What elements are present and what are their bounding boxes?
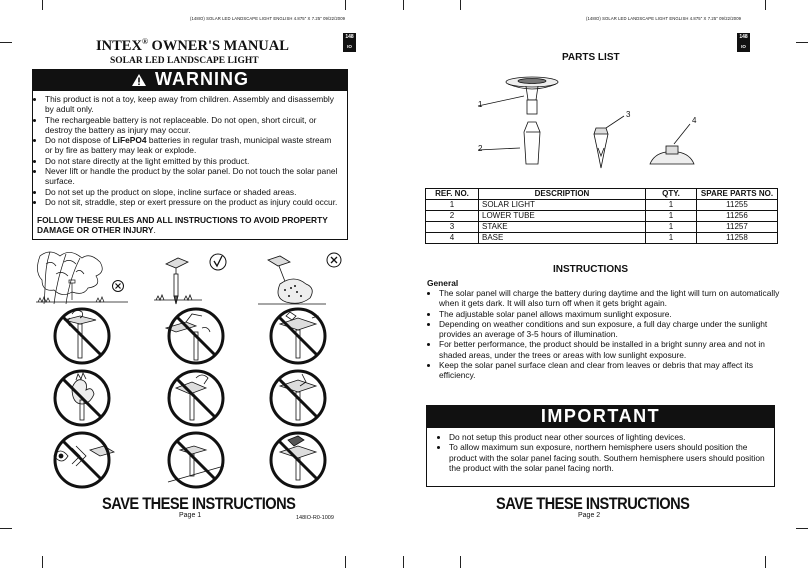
qty-cell: 1 <box>646 211 697 222</box>
callout-4: 4 <box>692 116 697 125</box>
spare-cell: 11255 <box>697 200 778 211</box>
spare-cell: 11257 <box>697 222 778 233</box>
prohibited-fire-illustration <box>42 368 134 428</box>
ref-cell: 4 <box>426 233 479 244</box>
important-box <box>426 427 775 487</box>
prohibited-stare-illustration <box>42 430 134 490</box>
ref-cell: 2 <box>426 211 479 222</box>
spare-cell: 11256 <box>697 211 778 222</box>
qty-cell: 1 <box>646 233 697 244</box>
prohibited-step-illustration <box>258 430 350 490</box>
parts-table-header-row <box>426 189 778 200</box>
prohibited-circle-icon <box>169 433 223 487</box>
table-row <box>426 222 778 233</box>
ref-cell: 1 <box>426 200 479 211</box>
right-header-info: (148IO) SOLAR LED LANDSCAPE LIGHT ENGLISH 4.875" X 7.25" 09/22/2009 <box>586 16 742 21</box>
important-title: IMPORTANT <box>540 405 661 426</box>
prohibited-child-illustration <box>42 306 134 366</box>
general-instructions-list <box>427 288 784 381</box>
badge-top: 148 <box>739 34 748 40</box>
battery-type: LiFePO4 <box>112 135 147 146</box>
ref-cell: 3 <box>426 222 479 233</box>
instructions-title: INSTRUCTIONS <box>553 264 628 275</box>
warning-item: • Do not set up the product on slope, incline surface or shaded areas. <box>45 187 341 197</box>
desc-cell: SOLAR LIGHT <box>479 200 646 211</box>
callout-1: 1 <box>478 100 483 109</box>
warning-item: • This product is not a toy, keep away from children. Assembly and disassembly by adult only. <box>45 94 341 115</box>
parts-list-title: PARTS LIST <box>562 52 620 63</box>
warning-item: • Do not sit, straddle, step or exert pressure on the product as injury could occur. <box>45 197 341 207</box>
col-ref-no: REF. NO. <box>426 189 479 200</box>
page-number-right: Page 2 <box>578 512 601 519</box>
table-row <box>426 233 778 244</box>
desc-cell: BASE <box>479 233 646 244</box>
warning-illustrations <box>36 244 348 494</box>
save-instructions-right: SAVE THESE INSTRUCTIONS <box>496 494 690 513</box>
instruction-item: • Depending on weather conditions and sun exposure, a full day charge under the sunlight provides an average of 3-5 hours of illumination. <box>439 319 784 340</box>
prohibited-circle-icon <box>55 371 109 425</box>
col-qty: QTY. <box>646 189 697 200</box>
prohibited-lift-by-panel-illustration <box>150 368 242 428</box>
warning-list <box>33 94 341 207</box>
parts-table <box>425 188 778 244</box>
prohibited-slope-illustration <box>150 430 242 490</box>
brand-name: INTEX <box>96 37 142 54</box>
x-circle-icon <box>113 281 124 292</box>
warning-box <box>32 90 348 240</box>
debris-covered-illustration <box>254 244 350 306</box>
prohibited-circle-icon <box>169 371 223 425</box>
manual-subtitle: SOLAR LED LANDSCAPE LIGHT <box>110 56 259 66</box>
left-header-info: (148IO) SOLAR LED LANDSCAPE LIGHT ENGLISH 4.875" X 7.25" 09/22/2009 <box>190 16 346 21</box>
document-code: 148IO-R0-1009 <box>296 515 334 521</box>
instruction-item: • Keep the solar panel surface clean and clear from leaves or debris that may affect its efficiency. <box>439 360 784 381</box>
desc-cell: STAKE <box>479 222 646 233</box>
callout-2: 2 <box>478 144 483 153</box>
check-circle-icon <box>210 254 226 270</box>
table-row <box>426 200 778 211</box>
warning-item: • The rechargeable battery is not replaceable. Do not open, short circuit, or destroy the battery as injury may occur. <box>45 115 341 136</box>
warning-item <box>45 135 341 156</box>
instruction-item: • The solar panel will charge the battery during daytime and the light will turn on automatically when it gets dark. It will also turn off when it gets bright again. <box>439 288 784 309</box>
follow-rules-text: FOLLOW THESE RULES AND ALL INSTRUCTIONS TO AVOID PROPERTY DAMAGE OR OTHER INJURY <box>37 215 328 236</box>
spare-cell: 11258 <box>697 233 778 244</box>
page-number-left: Page 1 <box>179 512 202 519</box>
col-description: DESCRIPTION <box>479 189 646 200</box>
qty-cell: 1 <box>646 222 697 233</box>
follow-rules-note <box>37 215 342 236</box>
important-list <box>437 432 769 473</box>
col-spare-parts-no: SPARE PARTS NO. <box>697 189 778 200</box>
prohibited-open-battery-illustration <box>150 306 242 366</box>
page-badge-right-bottom: IO <box>737 44 750 52</box>
prohibited-circle-icon <box>55 433 109 487</box>
instruction-item: • The adjustable solar panel allows maximum sunlight exposure. <box>439 309 784 319</box>
desc-cell: LOWER TUBE <box>479 211 646 222</box>
manual-title-text: OWNER'S MANUAL <box>147 37 289 54</box>
warning-item: • Never lift or handle the product by the solar panel. Do not touch the solar panel surface. <box>45 166 341 187</box>
sunny-placement-illustration <box>144 244 244 306</box>
instruction-item: • For better performance, the product should be installed in a bright sunny area and not in shaded areas, under the trees or areas with low sunlight exposure. <box>439 339 784 360</box>
prohibited-circle-icon <box>271 309 325 363</box>
table-row <box>426 211 778 222</box>
save-instructions-left: SAVE THESE INSTRUCTIONS <box>102 494 296 513</box>
callout-3: 3 <box>626 110 631 119</box>
prohibited-circle-icon <box>271 371 325 425</box>
warning-title: WARNING <box>155 69 249 89</box>
general-label: General <box>427 278 459 288</box>
important-item: • Do not setup this product near other sources of lighting devices. <box>449 432 769 442</box>
important-banner <box>426 405 775 427</box>
prohibited-touch-panel-illustration <box>258 368 350 428</box>
qty-cell: 1 <box>646 200 697 211</box>
prohibited-circle-icon <box>169 309 223 363</box>
prohibited-disassemble-illustration <box>258 306 350 366</box>
warning-triangle-icon <box>131 73 147 87</box>
page-badge-left-bottom: IO <box>343 44 356 52</box>
warning-item-pre: Do not dispose of <box>45 135 113 146</box>
registered-mark: ® <box>141 37 148 46</box>
badge-top: 148 <box>345 34 354 40</box>
tree-shade-illustration <box>36 244 136 306</box>
important-item: • To allow maximum sun exposure, northern hemisphere users should position the product with the solar panel facing south. Southern hemisphere users should position the product with the solar panel facing north. <box>449 442 769 473</box>
warning-item: • Do not stare directly at the light emitted by this product. <box>45 156 341 166</box>
follow-rules-period: . <box>153 225 156 236</box>
manual-title <box>96 37 289 55</box>
x-circle-icon <box>327 253 341 267</box>
warning-item-post: batteries in regular trash, municipal waste stream or by fire as battery may leak or explode. <box>45 135 332 156</box>
parts-diagram <box>470 68 710 184</box>
warning-banner <box>32 69 348 90</box>
